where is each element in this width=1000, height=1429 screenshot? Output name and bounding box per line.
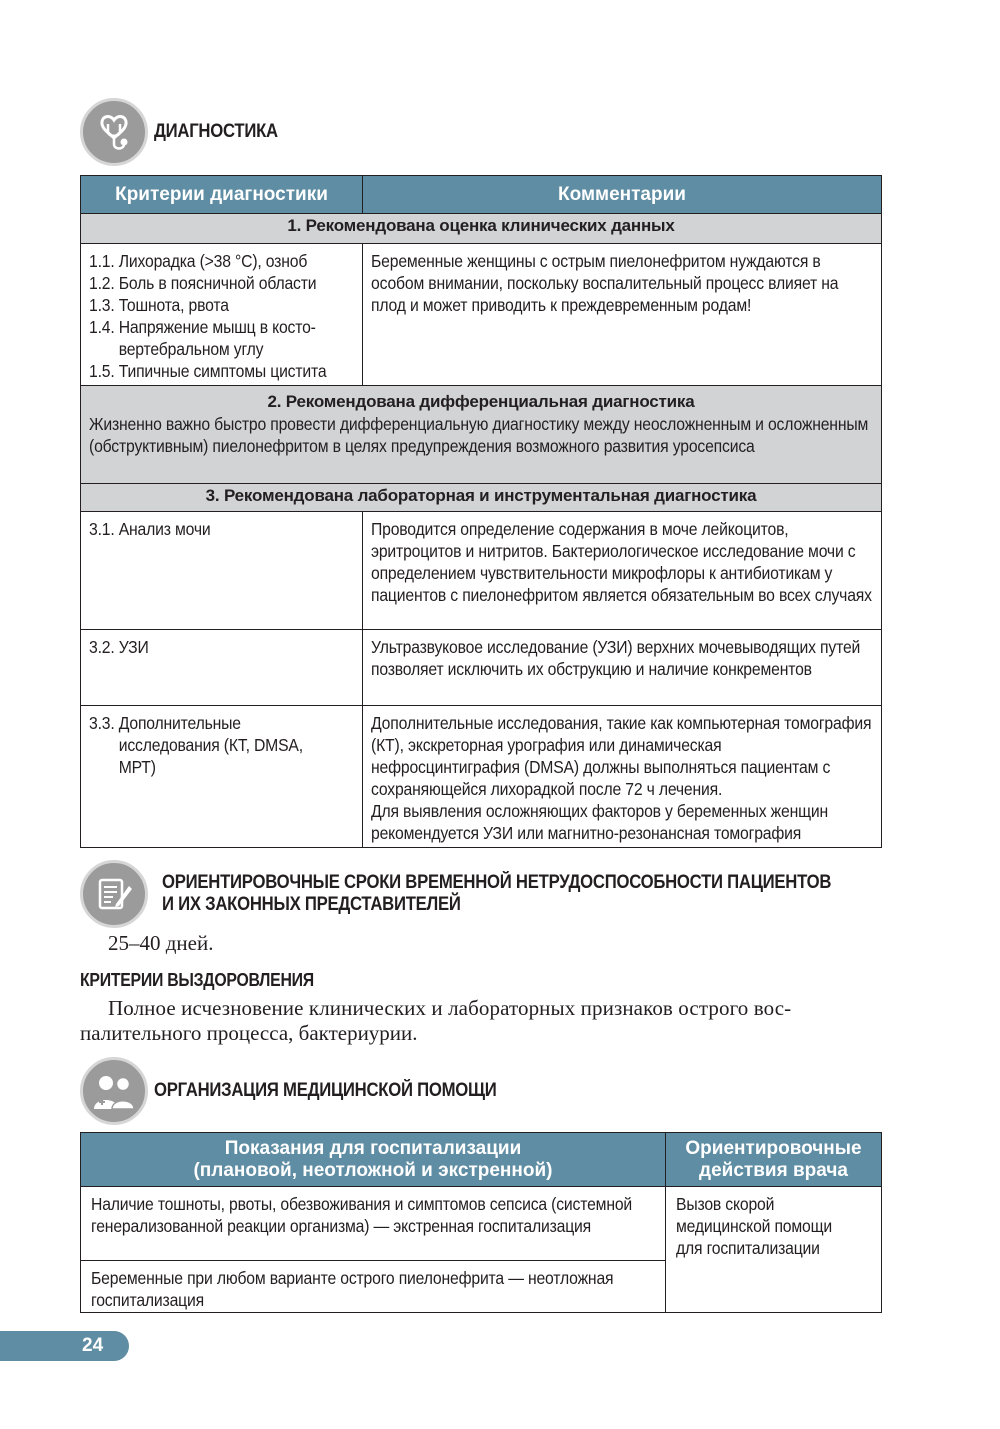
comment-cell: Дополнительные исследования, такие как компьютерная томография (КТ), экскреторная урография или динамическая нефросцинтиграфия (DMSA) должны выполняться пациентам с сохраняющейся лихорадкой после 72 ч лечения. Для выявления осложняющих факторов у беременных женщин рекомендуется УЗИ или магнитно-резонансная томография xyxy=(363,706,882,848)
doctors-icon xyxy=(80,1057,148,1125)
recovery-text-1: Полное исчезновение клинических и лабораторных признаков острого вос- xyxy=(108,996,792,1020)
page-number: 24 xyxy=(0,1331,129,1361)
list-item: 1.1. Лихорадка (>38 °С), озноб xyxy=(89,251,308,271)
table-row: Беременные при любом варианте острого пиелонефрита — неотложная госпитализация xyxy=(81,1261,666,1313)
comment-cell: Беременные женщины с острым пиелонефритом нуждаются в особом внимании, поскольку воспалительный процесс влияет на плод и может приводить к преждевременным родам! xyxy=(363,244,882,386)
section-band: 1. Рекомендована оценка клинических данных xyxy=(81,214,882,244)
action-cell: Вызов скорой медицинской помощи для госпитализации xyxy=(666,1187,882,1313)
document-pen-icon xyxy=(80,860,148,928)
comment-cell: Ультразвуковое исследование (УЗИ) верхних мочевыводящих путей позволяет исключить их обструкцию и наличие конкрементов xyxy=(363,630,882,706)
hospitalization-table xyxy=(80,1132,882,1313)
recovery-text-2: палительного процесса, бактериурии. xyxy=(80,1021,418,1045)
indications-header: Показания для госпитализации (плановой, неотложной и экстренной) xyxy=(81,1133,666,1187)
disability-value: 25–40 дней. xyxy=(108,931,214,955)
organization-title: ОРГАНИЗАЦИЯ МЕДИЦИНСКОЙ ПОМОЩИ xyxy=(154,1080,497,1101)
col-comments-header: Комментарии xyxy=(363,176,882,214)
section-band: 3. Рекомендована лабораторная и инструментальная диагностика xyxy=(81,484,882,512)
actions-header: Ориентировочные действия врача xyxy=(666,1133,882,1187)
comment-cell: Проводится определение содержания в моче лейкоцитов, эритроцитов и нитритов. Бактериологическое исследование мочи с определением чувствительности микрофлоры к антибиотикам у пациентов с пиелонефритом является обязательным во всех случаях xyxy=(363,512,882,630)
organization-heading xyxy=(80,1057,543,1125)
recovery-title: КРИТЕРИИ ВЫЗДОРОВЛЕНИЯ xyxy=(80,970,314,990)
list-item: 1.4. Напряжение мышц в косто-вертебральном углу xyxy=(89,317,316,359)
list-item: 1.3. Тошнота, рвота xyxy=(89,295,229,315)
diagnostics-heading xyxy=(80,98,295,166)
stethoscope-icon xyxy=(80,98,148,166)
list-item: 1.5. Типичные симптомы цистита xyxy=(89,361,327,381)
section-band-diff: 2. Рекомендована дифференциальная диагностика Жизненно важно быстро провести дифференциальную диагностику между неосложненным и осложненным (обструктивным) пиелонефритом в целях предупреждения возможного развития уросепсиса xyxy=(81,386,882,484)
criteria-cell xyxy=(81,244,363,386)
criteria-cell: 3.3. Дополнительные исследования (КТ, DMSA, МРТ) xyxy=(81,706,363,848)
col-criteria-header: Критерии диагностики xyxy=(81,176,363,214)
table-row: Наличие тошноты, рвоты, обезвоживания и симптомов сепсиса (системной генерализованной реакции организма) — экстренная госпитализация xyxy=(81,1187,666,1261)
disability-title: ОРИЕНТИРОВОЧНЫЕ СРОКИ ВРЕМЕННОЙ НЕТРУДОСПОСОБНОСТИ ПАЦИЕНТОВ И ИХ ЗАКОННЫХ ПРЕДСТАВИТЕЛЕЙ xyxy=(162,872,832,915)
disability-heading xyxy=(80,860,922,928)
criteria-cell: 3.2. УЗИ xyxy=(81,630,363,706)
diagnostics-title: ДИАГНОСТИКА xyxy=(154,121,278,142)
criteria-cell: 3.1. Анализ мочи xyxy=(81,512,363,630)
diagnostics-table xyxy=(80,175,882,848)
list-item: 1.2. Боль в поясничной области xyxy=(89,273,317,293)
